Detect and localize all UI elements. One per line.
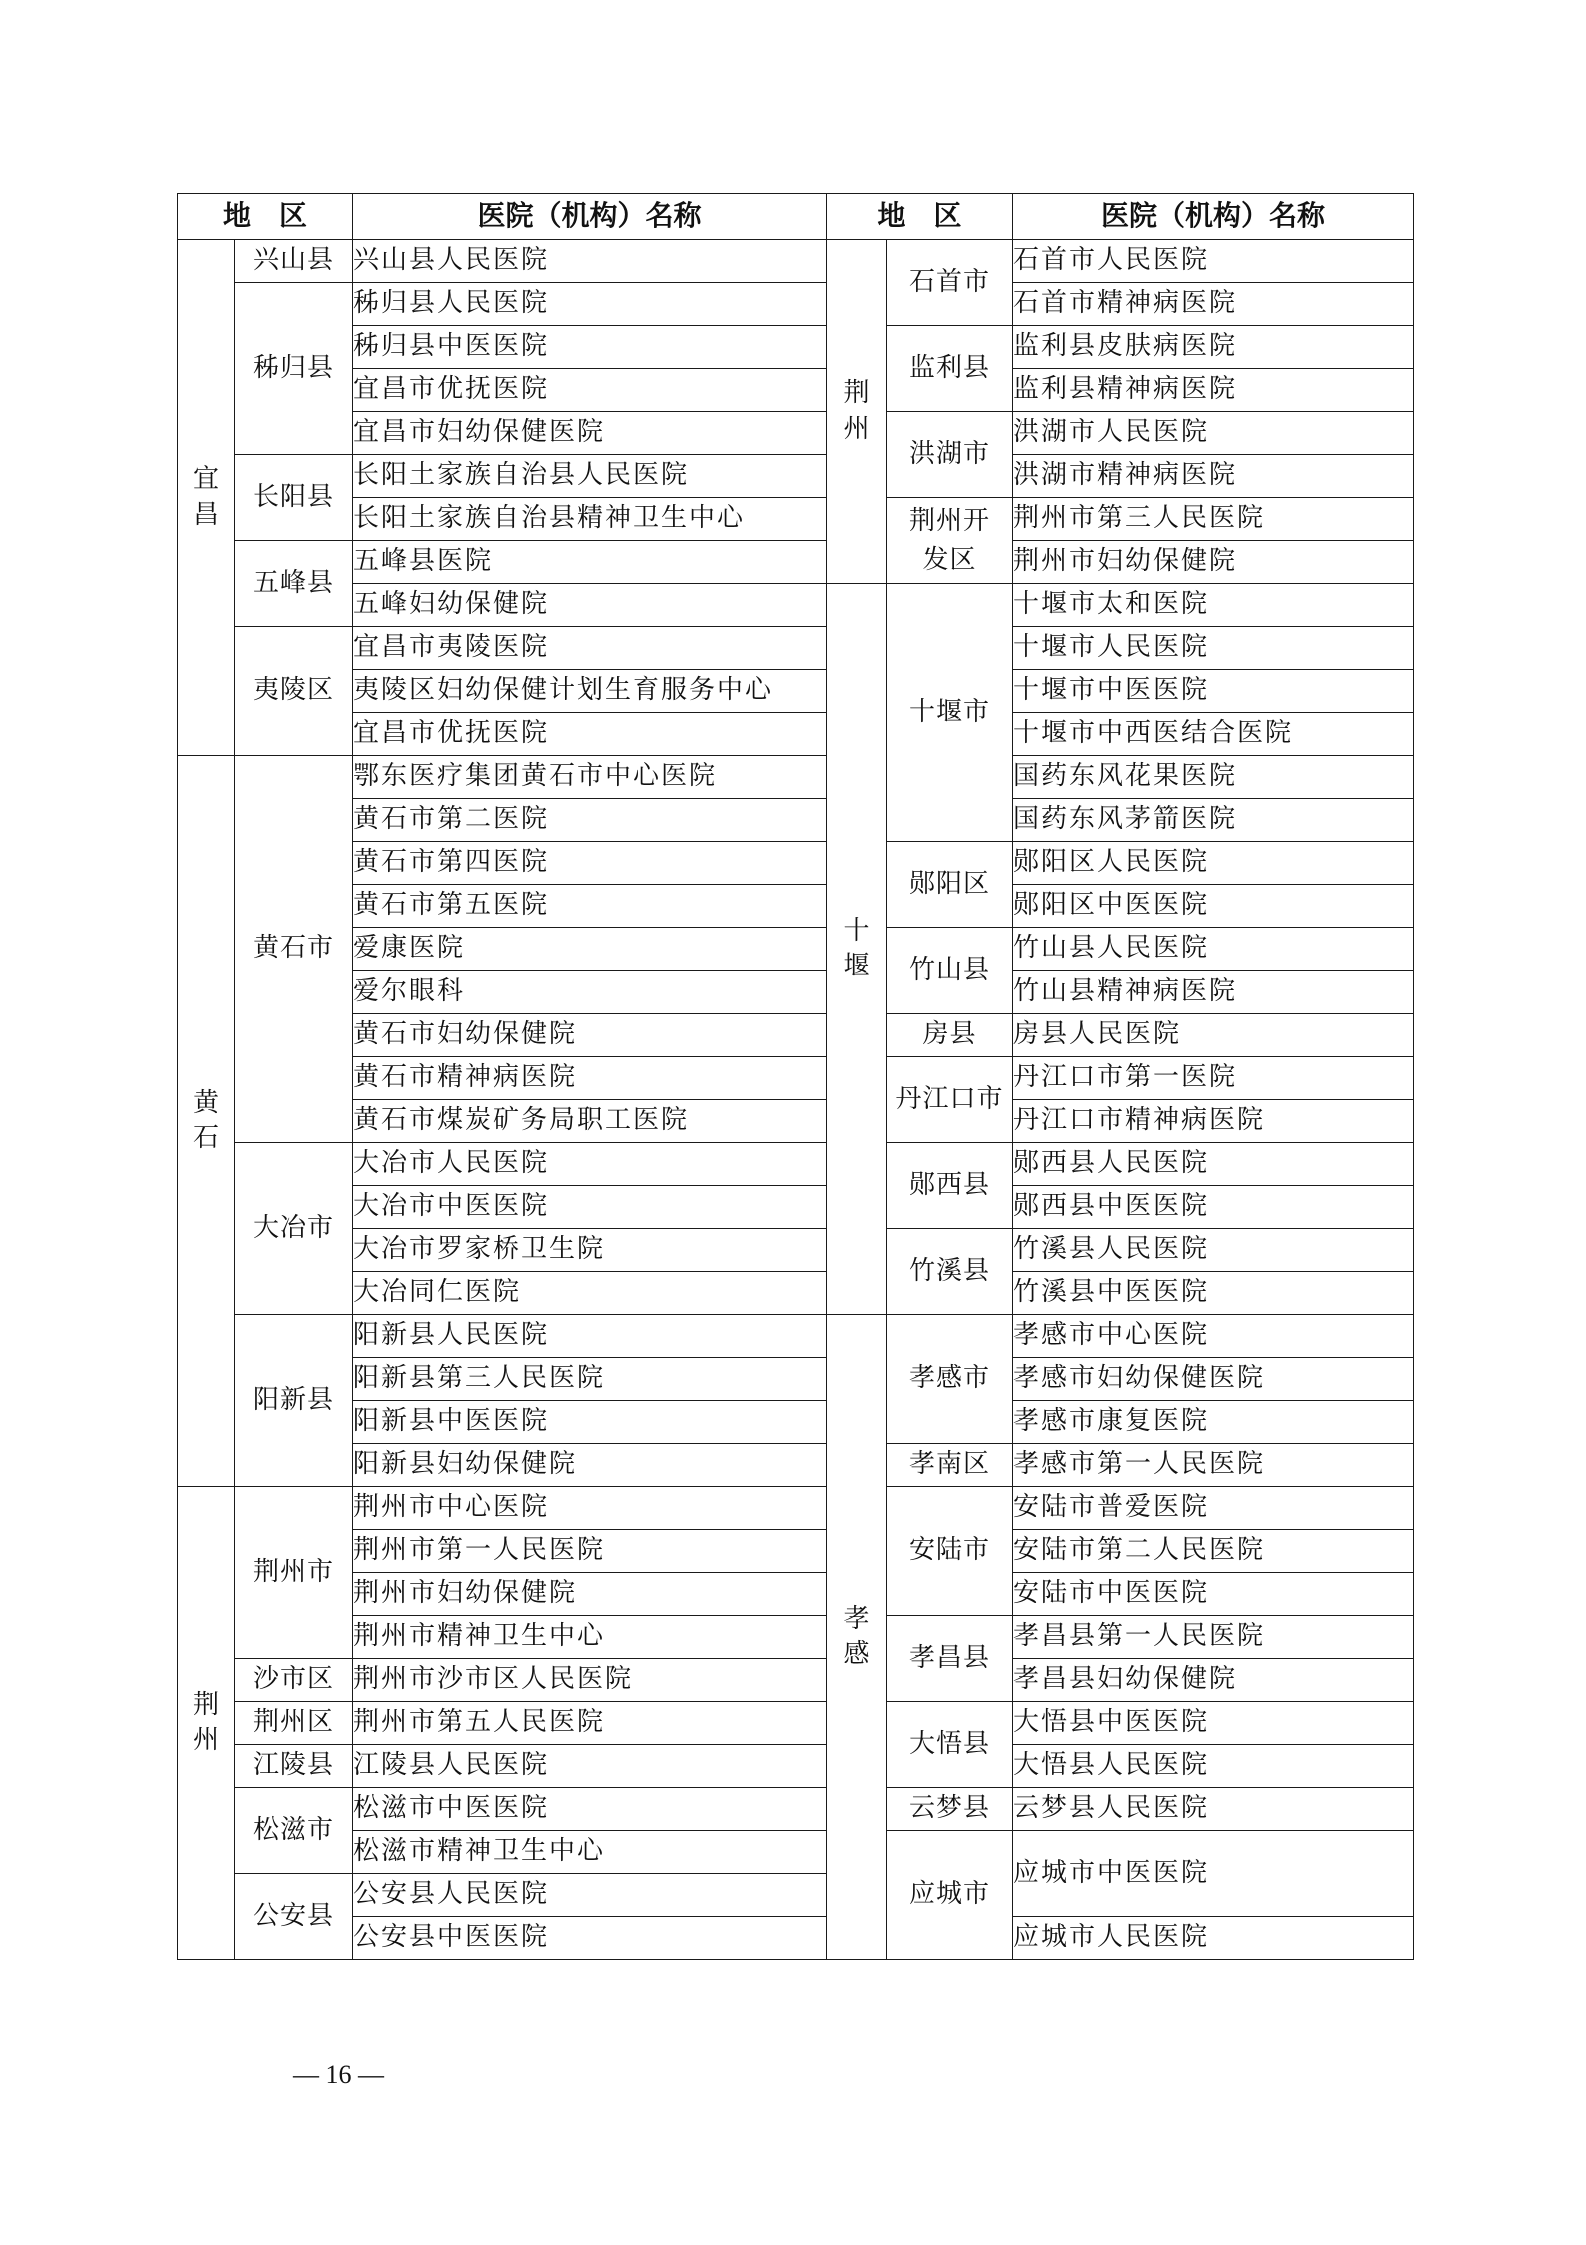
hospital-name: 公安县人民医院	[353, 1874, 827, 1917]
hospital-name: 荆州市第五人民医院	[353, 1702, 827, 1745]
hospital-name: 长阳土家族自治县人民医院	[353, 455, 827, 498]
hospital-name: 松滋市中医医院	[353, 1788, 827, 1831]
hospital-name: 大冶市罗家桥卫生院	[353, 1229, 827, 1272]
county-cell: 应城市	[887, 1831, 1013, 1960]
county-cell: 江陵县	[235, 1745, 353, 1788]
hospital-name: 孝昌县妇幼保健院	[1013, 1659, 1414, 1702]
header-hospital-left: 医院（机构）名称	[353, 194, 827, 240]
hospital-name: 安陆市中医医院	[1013, 1573, 1414, 1616]
city-cell: 荆州	[827, 240, 887, 584]
hospital-name: 黄石市第二医院	[353, 799, 827, 842]
table-row	[178, 1788, 1414, 1831]
hospital-name: 监利县精神病医院	[1013, 369, 1414, 412]
hospital-name: 五峰妇幼保健院	[353, 584, 827, 627]
hospital-name: 大悟县人民医院	[1013, 1745, 1414, 1788]
table-row	[178, 670, 1414, 713]
hospital-name: 宜昌市优抚医院	[353, 369, 827, 412]
hospital-name: 大悟县中医医院	[1013, 1702, 1414, 1745]
hospital-name: 安陆市第二人民医院	[1013, 1530, 1414, 1573]
hospital-name: 应城市人民医院	[1013, 1917, 1414, 1960]
city-cell: 宜昌	[178, 240, 235, 756]
county-cell: 监利县	[887, 326, 1013, 412]
hospital-name: 五峰县医院	[353, 541, 827, 584]
hospital-name: 云梦县人民医院	[1013, 1788, 1414, 1831]
hospital-name: 荆州市妇幼保健院	[1013, 541, 1414, 584]
hospital-name: 竹溪县中医医院	[1013, 1272, 1414, 1315]
hospital-name: 鄂东医疗集团黄石市中心医院	[353, 756, 827, 799]
table-row	[178, 842, 1414, 885]
hospital-name: 十堰市中医医院	[1013, 670, 1414, 713]
hospital-name: 郧西县人民医院	[1013, 1143, 1414, 1186]
county-cell: 云梦县	[887, 1788, 1013, 1831]
hospital-name: 孝感市妇幼保健医院	[1013, 1358, 1414, 1401]
hospital-name: 洪湖市人民医院	[1013, 412, 1414, 455]
county-cell: 松滋市	[235, 1788, 353, 1874]
hospital-table	[177, 193, 1414, 1960]
table-row	[178, 541, 1414, 584]
page-number: — 16 —	[293, 2060, 384, 2089]
city-cell: 荆州	[178, 1487, 235, 1960]
hospital-name: 大冶市中医医院	[353, 1186, 827, 1229]
header-hospital-right: 医院（机构）名称	[1013, 194, 1414, 240]
hospital-name: 大冶同仁医院	[353, 1272, 827, 1315]
hospital-name: 监利县皮肤病医院	[1013, 326, 1414, 369]
hospital-name: 十堰市中西医结合医院	[1013, 713, 1414, 756]
hospital-name: 大冶市人民医院	[353, 1143, 827, 1186]
table-row	[178, 1315, 1414, 1358]
table-row	[178, 283, 1414, 326]
hospital-name: 黄石市第五医院	[353, 885, 827, 928]
table-row	[178, 326, 1414, 369]
county-cell: 大冶市	[235, 1143, 353, 1315]
hospital-name: 郧西县中医医院	[1013, 1186, 1414, 1229]
hospital-name: 荆州市沙市区人民医院	[353, 1659, 827, 1702]
table-row	[178, 928, 1414, 971]
county-cell: 公安县	[235, 1874, 353, 1960]
hospital-name: 房县人民医院	[1013, 1014, 1414, 1057]
county-cell: 孝感市	[887, 1315, 1013, 1444]
hospital-name: 秭归县人民医院	[353, 283, 827, 326]
city-cell: 黄石	[178, 756, 235, 1487]
hospital-name: 十堰市太和医院	[1013, 584, 1414, 627]
hospital-name: 兴山县人民医院	[353, 240, 827, 283]
hospital-name: 郧阳区人民医院	[1013, 842, 1414, 885]
table-row	[178, 1229, 1414, 1272]
hospital-name: 阳新县妇幼保健院	[353, 1444, 827, 1487]
county-cell: 大悟县	[887, 1702, 1013, 1788]
county-cell: 丹江口市	[887, 1057, 1013, 1143]
table-row	[178, 1745, 1414, 1788]
hospital-name: 黄石市妇幼保健院	[353, 1014, 827, 1057]
county-cell: 石首市	[887, 240, 1013, 326]
hospital-name: 爱尔眼科	[353, 971, 827, 1014]
table-row	[178, 627, 1414, 670]
county-cell: 十堰市	[887, 584, 1013, 842]
table-row	[178, 369, 1414, 412]
table-row	[178, 1143, 1414, 1186]
hospital-name: 宜昌市夷陵医院	[353, 627, 827, 670]
hospital-name: 国药东风茅箭医院	[1013, 799, 1414, 842]
header-region-right: 地 区	[827, 194, 1013, 240]
table-row	[178, 1573, 1414, 1616]
county-cell: 长阳县	[235, 455, 353, 541]
hospital-name: 丹江口市精神病医院	[1013, 1100, 1414, 1143]
hospital-name: 孝感市第一人民医院	[1013, 1444, 1414, 1487]
county-cell: 黄石市	[235, 756, 353, 1143]
hospital-name: 应城市中医医院	[1013, 1831, 1414, 1917]
table-row	[178, 455, 1414, 498]
table-row	[178, 584, 1414, 627]
hospital-name: 爱康医院	[353, 928, 827, 971]
county-cell: 夷陵区	[235, 627, 353, 756]
hospital-name: 松滋市精神卫生中心	[353, 1831, 827, 1874]
hospital-name: 长阳土家族自治县精神卫生中心	[353, 498, 827, 541]
table-row	[178, 1702, 1414, 1745]
hospital-name: 阳新县中医医院	[353, 1401, 827, 1444]
hospital-name: 丹江口市第一医院	[1013, 1057, 1414, 1100]
table-row	[178, 412, 1414, 455]
hospital-name: 孝感市康复医院	[1013, 1401, 1414, 1444]
hospital-name: 阳新县第三人民医院	[353, 1358, 827, 1401]
hospital-name: 荆州市第一人民医院	[353, 1530, 827, 1573]
table-row	[178, 1444, 1414, 1487]
table-row	[178, 1014, 1414, 1057]
hospital-name: 江陵县人民医院	[353, 1745, 827, 1788]
table-row	[178, 1358, 1414, 1401]
county-cell: 荆州市	[235, 1487, 353, 1659]
header-region-left: 地 区	[178, 194, 353, 240]
table-row	[178, 1530, 1414, 1573]
hospital-name: 孝感市中心医院	[1013, 1315, 1414, 1358]
hospital-name: 洪湖市精神病医院	[1013, 455, 1414, 498]
hospital-name: 国药东风花果医院	[1013, 756, 1414, 799]
county-cell: 荆州区	[235, 1702, 353, 1745]
hospital-name: 安陆市普爱医院	[1013, 1487, 1414, 1530]
county-cell: 竹山县	[887, 928, 1013, 1014]
hospital-name: 郧阳区中医医院	[1013, 885, 1414, 928]
county-cell: 五峰县	[235, 541, 353, 627]
table-row	[178, 756, 1414, 799]
county-cell: 阳新县	[235, 1315, 353, 1487]
county-cell: 房县	[887, 1014, 1013, 1057]
hospital-name: 阳新县人民医院	[353, 1315, 827, 1358]
table-row	[178, 1616, 1414, 1659]
hospital-name: 石首市人民医院	[1013, 240, 1414, 283]
table-row	[178, 1272, 1414, 1315]
table-row	[178, 1917, 1414, 1960]
table-row	[178, 1659, 1414, 1702]
table-row	[178, 240, 1414, 283]
table-row	[178, 971, 1414, 1014]
hospital-name: 宜昌市优抚医院	[353, 713, 827, 756]
hospital-name: 黄石市煤炭矿务局职工医院	[353, 1100, 827, 1143]
county-cell: 兴山县	[235, 240, 353, 283]
county-cell: 孝南区	[887, 1444, 1013, 1487]
hospital-name: 夷陵区妇幼保健计划生育服务中心	[353, 670, 827, 713]
county-cell: 洪湖市	[887, 412, 1013, 498]
city-cell: 孝感	[827, 1315, 887, 1960]
county-cell: 孝昌县	[887, 1616, 1013, 1702]
hospital-name: 荆州市精神卫生中心	[353, 1616, 827, 1659]
county-cell: 秭归县	[235, 283, 353, 455]
table-row	[178, 1057, 1414, 1100]
table-row	[178, 1487, 1414, 1530]
hospital-name: 荆州市中心医院	[353, 1487, 827, 1530]
table-row	[178, 713, 1414, 756]
county-cell: 荆州开发区	[887, 498, 1013, 584]
hospital-name: 竹溪县人民医院	[1013, 1229, 1414, 1272]
hospital-name: 荆州市第三人民医院	[1013, 498, 1414, 541]
hospital-name: 石首市精神病医院	[1013, 283, 1414, 326]
hospital-name: 孝昌县第一人民医院	[1013, 1616, 1414, 1659]
hospital-name: 秭归县中医医院	[353, 326, 827, 369]
county-cell: 沙市区	[235, 1659, 353, 1702]
hospital-name: 宜昌市妇幼保健医院	[353, 412, 827, 455]
table-row	[178, 1100, 1414, 1143]
hospital-name: 荆州市妇幼保健院	[353, 1573, 827, 1616]
hospital-name: 黄石市第四医院	[353, 842, 827, 885]
table-row	[178, 1186, 1414, 1229]
hospital-name: 公安县中医医院	[353, 1917, 827, 1960]
hospital-name: 竹山县人民医院	[1013, 928, 1414, 971]
table-row	[178, 799, 1414, 842]
county-cell: 郧西县	[887, 1143, 1013, 1229]
table-row	[178, 1831, 1414, 1874]
county-cell: 郧阳区	[887, 842, 1013, 928]
hospital-name: 竹山县精神病医院	[1013, 971, 1414, 1014]
county-cell: 竹溪县	[887, 1229, 1013, 1315]
hospital-name: 黄石市精神病医院	[353, 1057, 827, 1100]
table-row	[178, 498, 1414, 541]
county-cell: 安陆市	[887, 1487, 1013, 1616]
hospital-name: 十堰市人民医院	[1013, 627, 1414, 670]
table-row	[178, 1401, 1414, 1444]
city-cell: 十堰	[827, 584, 887, 1315]
table-header-row	[178, 194, 1414, 240]
table-row	[178, 885, 1414, 928]
